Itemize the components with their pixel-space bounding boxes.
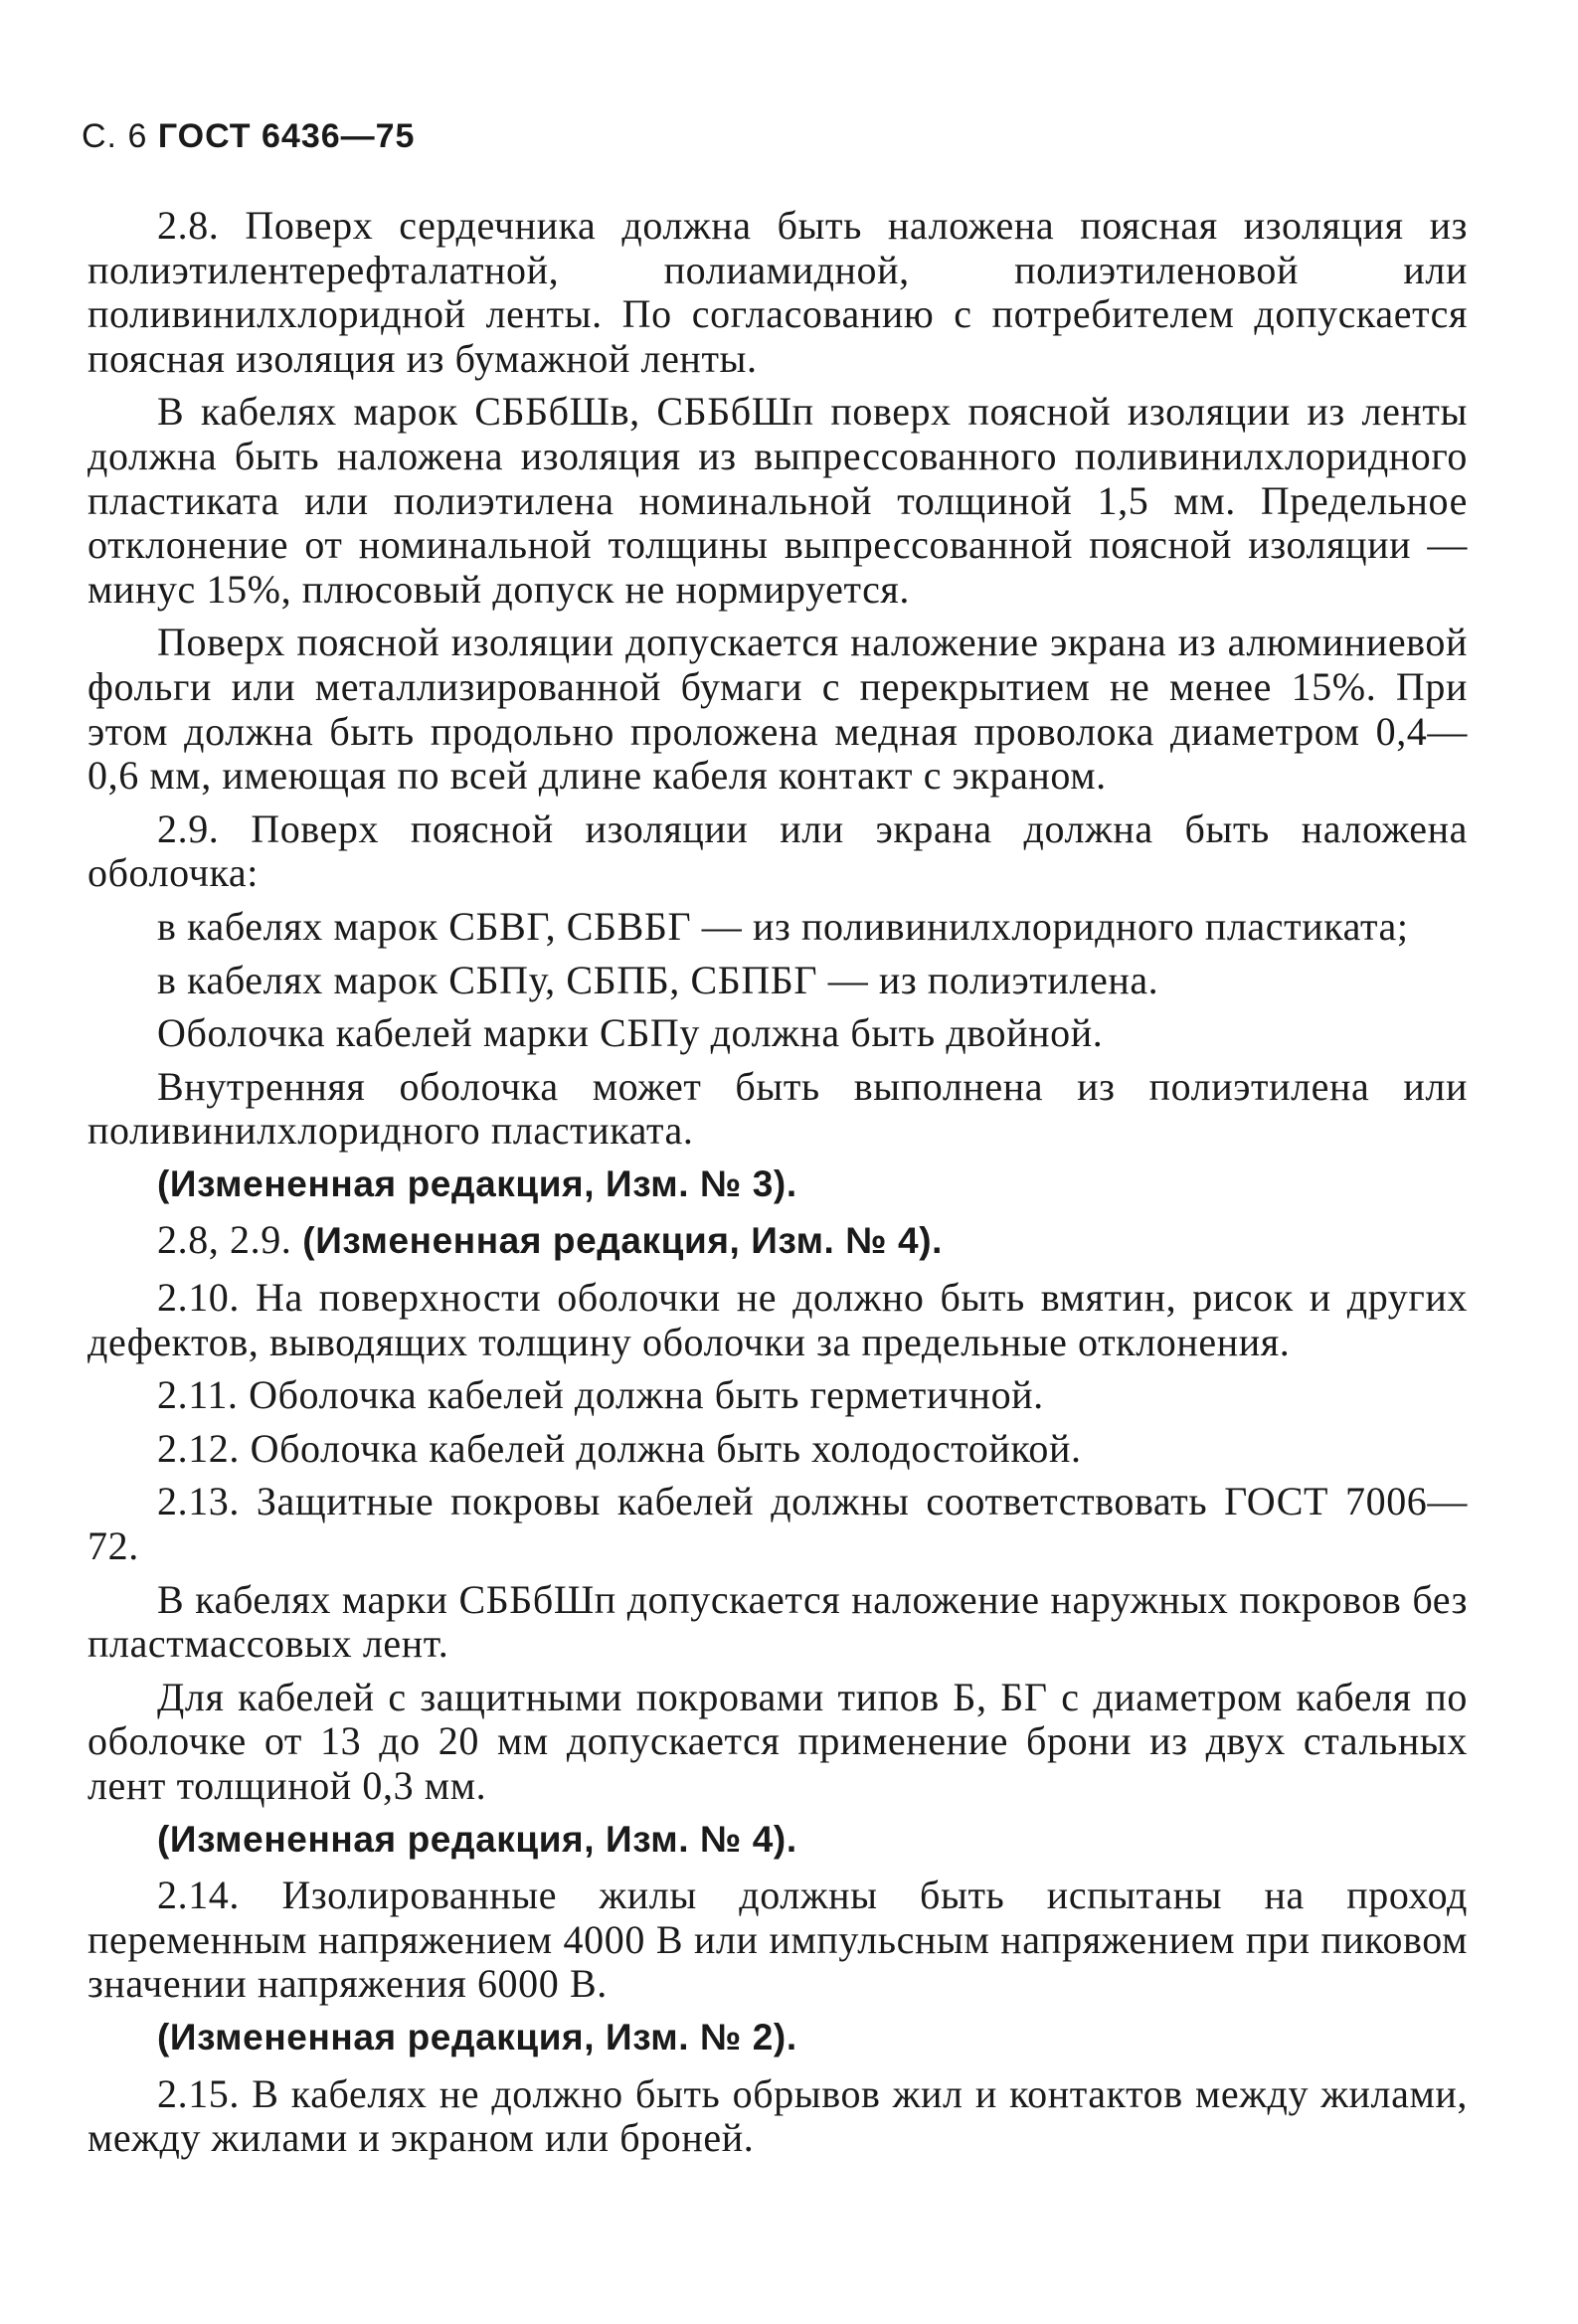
clause-2-13: 2.13. Защитные покровы кабелей должны соответствовать ГОСТ 7006—72. xyxy=(88,1479,1468,1569)
paragraph-screen: Поверх поясной изоляции допускается наложение экрана из алюминиевой фольги или металлизированной бумаги с перекрытием не менее 15%. При этом должна быть продольно проложена медная проволока диаметром 0,4—0,6 мм, имеющая по всей длине кабеля контакт с экраном. xyxy=(88,620,1468,799)
paragraph-sbvg-sheath: в кабелях марок СБВГ, СБВБГ — из поливинилхлоридного пластиката; xyxy=(157,903,1409,949)
paragraph-armor: Для кабелей с защитными покровами типов Б, БГ с диаметром кабеля по оболочке от 13 до 20 мм допускается применение брони из двух стальных лент толщиной 0,3 мм. xyxy=(88,1674,1468,1808)
clause-2-14: 2.14. Изолированные жилы должны быть испытаны на проход переменным напряжением 4000 В или импульсным напряжением при пиковом значении напряжения 6000 В. xyxy=(88,1873,1468,2007)
paragraph-outer-covers: В кабелях марки СББбШп допускается наложение наружных покровов без пластмассовых лент. xyxy=(88,1576,1468,1667)
paragraph-sbbbsh-insulation: В кабелях марок СББбШв, СББбШп поверх поясной изоляции из ленты должна быть наложена изоляция из выпрессованного поливинилхлоридного пластиката или полиэтилена номинальной толщиной 1,5 мм. Предельное отклонение от номинальной толщины выпрессованной поясной изоляции — минус 15%, плюсовый допуск не нормируется. xyxy=(88,389,1468,612)
amendment-note-2: (Измененная редакция, Изм. № 2). xyxy=(157,2016,797,2057)
amendment-note-3: (Измененная редакция, Изм. № 3). xyxy=(157,1162,797,1204)
amendment-note-4a: (Измененная редакция, Изм. № 4). xyxy=(302,1220,943,1262)
page-header xyxy=(82,117,415,156)
clause-2-8: 2.8. Поверх сердечника должна быть наложена поясная изоляция из полиэтилентерефталатной, полиамидной, полиэтиленовой или поливинилхлоридной ленты. По согласованию с потребителем допускается поясная изоляция из бумажной ленты. xyxy=(88,203,1468,381)
clause-2-10: 2.10. На поверхности оболочки не должно быть вмятин, рисок и других дефектов, выводящих толщину оболочки за предельные отклонения. xyxy=(88,1275,1468,1364)
paragraph-inner-sheath: Внутренняя оболочка может быть выполнена из полиэтилена или поливинилхлоридного пластиката. xyxy=(88,1063,1468,1154)
document-code: ГОСТ 6436—75 xyxy=(157,117,416,155)
amendment-clause-refs: 2.8, 2.9. xyxy=(157,1217,292,1263)
amendment-note-2-8-2-9 xyxy=(88,1218,1468,1264)
paragraph-sbpu-sheath: в кабелях марок СБПу, СБПБ, СБПБГ — из полиэтилена. xyxy=(157,957,1159,1002)
amendment-note-4b: (Измененная редакция, Изм. № 4). xyxy=(157,1818,797,1860)
paragraph-double-sheath: Оболочка кабелей марки СБПу должна быть двойной. xyxy=(157,1010,1104,1056)
page-number: С. 6 xyxy=(82,117,148,155)
document-body xyxy=(88,204,1468,2170)
clause-2-12: 2.12. Оболочка кабелей должна быть холодостойкой. xyxy=(157,1425,1082,1471)
clause-2-15: 2.15. В кабелях не должно быть обрывов жил и контактов между жилами, между жилами и экраном или броней. xyxy=(88,2070,1468,2161)
clause-2-9: 2.9. Поверх поясной изоляции или экрана должна быть наложена оболочка: xyxy=(88,805,1468,896)
clause-2-11: 2.11. Оболочка кабелей должна быть герметичной. xyxy=(157,1372,1044,1418)
